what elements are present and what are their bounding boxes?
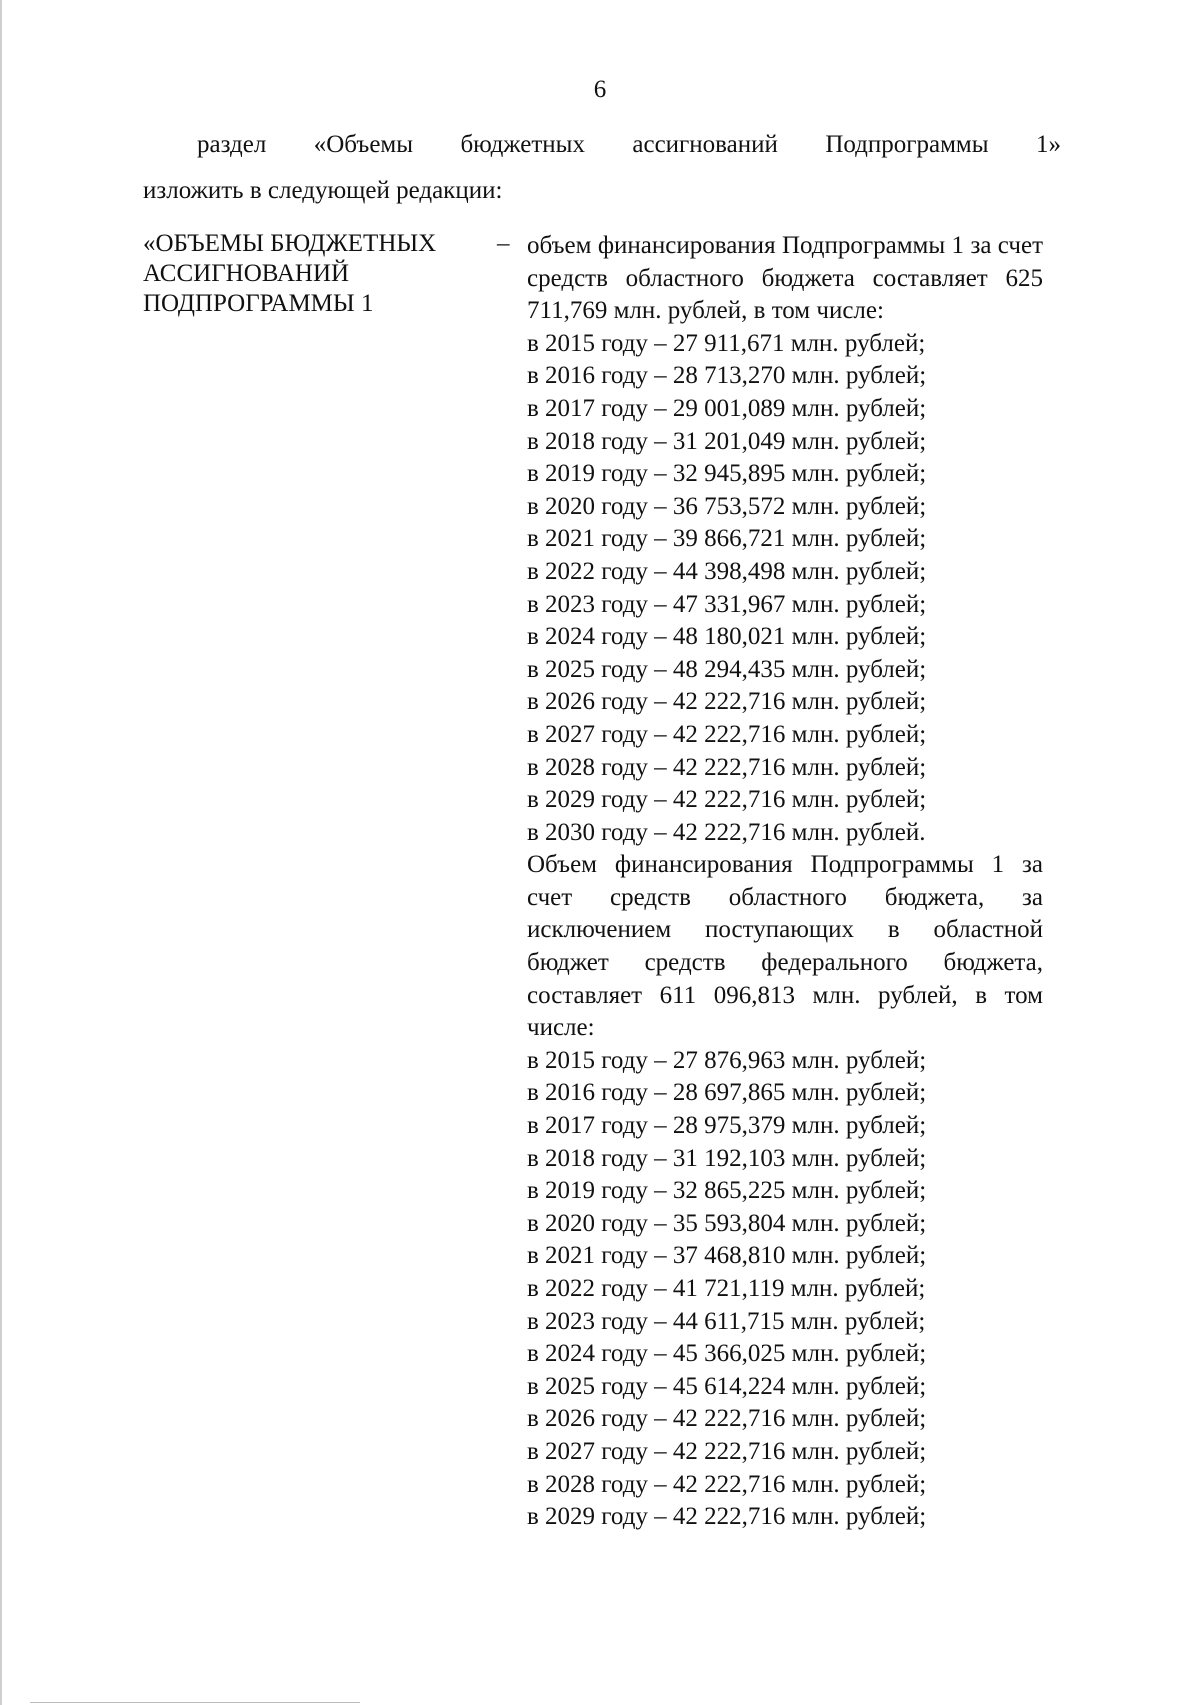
year-allocation-line: в 2020 году – 36 753,572 млн. рублей;: [527, 492, 927, 520]
intro-line-1: [143, 122, 1061, 168]
year-allocation-line: в 2019 году – 32 945,895 млн. рублей;: [527, 460, 927, 488]
year-allocation-line: в 2015 году – 27 911,671 млн. рублей;: [527, 329, 926, 357]
passport-row-label: «ОБЪЕМЫ БЮДЖЕТНЫХ АССИГНОВАНИЙ ПОДПРОГРАММЫ 1: [143, 230, 437, 317]
year-allocation-line: в 2027 году – 42 222,716 млн. рублей;: [527, 720, 927, 748]
page-number: 6: [593, 76, 607, 103]
year-allocation-line: в 2016 году – 28 697,865 млн. рублей;: [527, 1079, 927, 1107]
year-allocation-line: в 2023 году – 44 611,715 млн. рублей;: [527, 1307, 926, 1335]
intro-word: раздел: [197, 131, 267, 158]
year-allocation-line: в 2025 году – 45 614,224 млн. рублей;: [527, 1372, 927, 1400]
year-allocation-line: в 2023 году – 47 331,967 млн. рублей;: [527, 590, 927, 618]
year-allocation-line: в 2020 году – 35 593,804 млн. рублей;: [527, 1209, 927, 1237]
year-allocation-line: в 2016 году – 28 713,270 млн. рублей;: [527, 362, 927, 390]
year-allocation-line: в 2028 году – 42 222,716 млн. рублей;: [527, 1470, 927, 1498]
intro-word: бюджетных: [460, 131, 585, 158]
year-allocation-line: в 2024 году – 45 366,025 млн. рублей;: [527, 1340, 927, 1368]
year-allocation-line: в 2021 году – 37 468,810 млн. рублей;: [527, 1242, 927, 1270]
year-allocation-line: в 2027 году – 42 222,716 млн. рублей;: [527, 1437, 927, 1465]
year-allocation-line: в 2022 году – 41 721,119 млн. рублей;: [527, 1275, 926, 1302]
bottom-scan-line: [30, 1702, 360, 1703]
year-allocation-line: в 2021 году – 39 866,721 млн. рублей;: [527, 525, 927, 553]
regional-financing-paragraph: Объем финансирования Подпрограммы 1 за счет средств областного бюджета, за исключением поступающих в областной бюджет средств федерального бюджета, составляет 611 096,813 млн. рублей, в том числе:: [527, 851, 1043, 1042]
label-dash: –: [497, 230, 510, 257]
intro-word: «Объемы: [313, 131, 414, 158]
scan-edge-line: [0, 0, 2, 1705]
year-allocation-line: в 2028 году – 42 222,716 млн. рублей;: [527, 753, 927, 781]
years-regional-list: [527, 1045, 1043, 1534]
year-allocation-line: в 2018 году – 31 201,049 млн. рублей;: [527, 427, 927, 455]
year-allocation-line: в 2017 году – 29 001,089 млн. рублей;: [527, 394, 927, 422]
year-allocation-line: в 2026 году – 42 222,716 млн. рублей;: [527, 688, 927, 716]
total-financing-paragraph: объем финансирования Подпрограммы 1 за счет средств областного бюджета составляет 625 711,769 млн. рублей, в том числе:: [527, 232, 1043, 325]
year-allocation-line: в 2022 году – 44 398,498 млн. рублей;: [527, 557, 927, 585]
year-allocation-line: в 2030 году – 42 222,716 млн. рублей.: [527, 818, 926, 846]
year-allocation-line: в 2019 году – 32 865,225 млн. рублей;: [527, 1177, 927, 1205]
intro-line-2: изложить в следующей редакции:: [143, 177, 503, 204]
year-allocation-line: в 2029 году – 42 222,716 млн. рублей;: [527, 786, 927, 814]
years-total-list: [527, 328, 1043, 850]
intro-paragraph: [143, 122, 1061, 214]
year-allocation-line: в 2025 году – 48 294,435 млн. рублей;: [527, 655, 927, 683]
year-allocation-line: в 2029 году – 42 222,716 млн. рублей;: [527, 1503, 927, 1531]
intro-word: ассигнований: [632, 131, 778, 158]
year-allocation-line: в 2017 году – 28 975,379 млн. рублей;: [527, 1112, 927, 1140]
year-allocation-line: в 2015 году – 27 876,963 млн. рублей;: [527, 1046, 927, 1074]
passport-row-value: [527, 230, 1043, 1534]
year-allocation-line: в 2018 году – 31 192,103 млн. рублей;: [527, 1144, 927, 1172]
intro-word: Подпрограммы: [825, 131, 989, 158]
year-allocation-line: в 2024 году – 48 180,021 млн. рублей;: [527, 623, 927, 651]
year-allocation-line: в 2026 году – 42 222,716 млн. рублей;: [527, 1405, 927, 1433]
intro-word: 1»: [1035, 131, 1061, 158]
